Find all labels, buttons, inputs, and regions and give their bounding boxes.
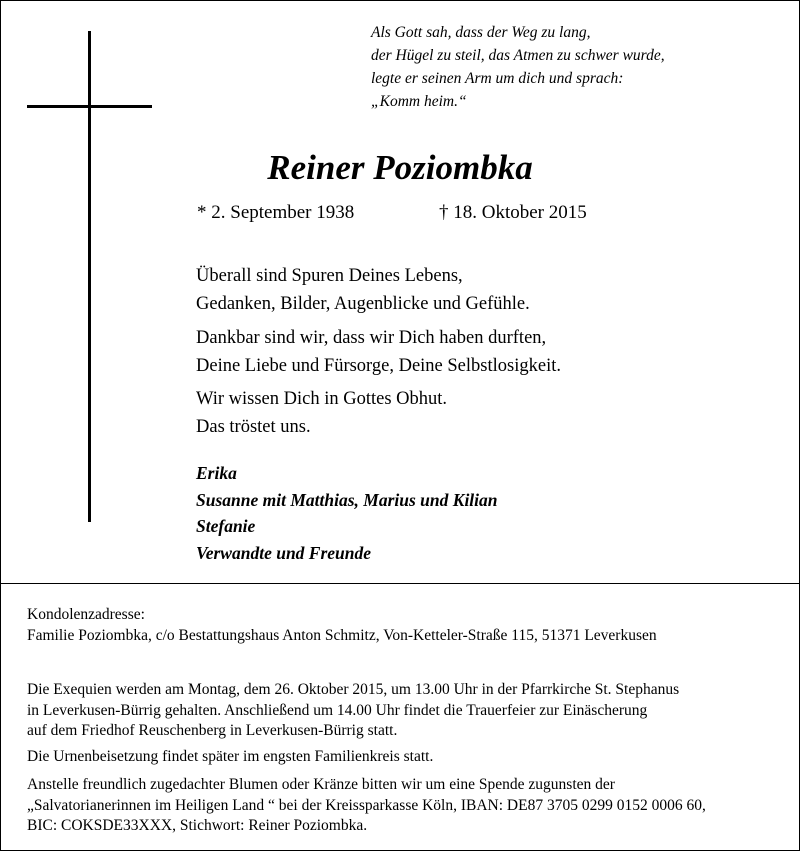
exequies-line: Die Exequien werden am Montag, dem 26. Oktober 2015, um 13.00 Uhr in der Pfarrkirche St. Stephanus <box>27 681 680 698</box>
poem-line: legte er seinen Arm um dich und sprach: <box>371 70 624 87</box>
death-date: † 18. Oktober 2015 <box>439 202 587 223</box>
verse-line: Dankbar sind wir, dass wir Dich haben durften, <box>196 328 547 348</box>
mourner: Erika <box>196 463 237 483</box>
poem-line: der Hügel zu steil, das Atmen zu schwer wurde, <box>371 47 665 64</box>
exequies-notice <box>27 680 679 742</box>
cross-icon-horizontal <box>27 105 152 108</box>
verse-stanza <box>196 385 447 441</box>
verse-line: Wir wissen Dich in Gottes Obhut. <box>196 389 448 409</box>
verse-line: Überall sind Spuren Deines Lebens, <box>196 266 463 286</box>
verse-line: Das tröstet uns. <box>196 417 311 437</box>
deceased-name: Reiner Poziombka <box>267 148 533 187</box>
donation-line: „Salvatorianerinnen im Heiligen Land “ bei der Kreissparkasse Köln, IBAN: DE87 3705 0299 0152 0006 60, <box>27 796 706 814</box>
exequies-line: auf dem Friedhof Reuschenberg in Leverkusen-Bürrig statt. <box>27 722 398 739</box>
mourner: Susanne mit Matthias, Marius und Kilian <box>196 489 498 510</box>
exequies-line: in Leverkusen-Bürrig gehalten. Anschließend um 14.00 Uhr findet die Trauerfeier zur Einäscherung <box>27 701 648 719</box>
condolence-text: Familie Poziombka, c/o Bestattungshaus Anton Schmitz, Von-Ketteler-Straße 115, 51371 Leverkusen <box>27 626 657 644</box>
mourner: Stefanie <box>196 516 256 536</box>
condolence-address <box>27 605 657 646</box>
obituary-main-section <box>1 1 799 584</box>
mourners-list <box>196 460 498 566</box>
donation-line: BIC: COKSDE33XXX, Stichwort: Reiner Poziombka. <box>27 817 368 834</box>
poem-line: Als Gott sah, dass der Weg zu lang, <box>371 24 591 41</box>
verse-line: Gedanken, Bilder, Augenblicke und Gefühle. <box>196 294 530 314</box>
poem-line: „Komm heim.“ <box>371 93 467 110</box>
verse-line: Deine Liebe und Fürsorge, Deine Selbstlosigkeit. <box>196 356 561 376</box>
donation-line: Anstelle freundlich zugedachter Blumen oder Kränze bitten wir um eine Spende zugunsten der <box>27 776 615 793</box>
birth-date: * 2. September 1938 <box>197 202 355 223</box>
mourner: Verwandte und Freunde <box>196 542 372 563</box>
verse-stanza <box>196 324 561 380</box>
verse-stanza <box>196 262 530 318</box>
condolence-label: Kondolenzadresse: <box>27 606 145 623</box>
donation-notice <box>27 775 706 837</box>
urn-burial-notice <box>27 747 433 768</box>
urn-burial-line: Die Urnenbeisetzung findet später im engsten Familienkreis statt. <box>27 748 434 765</box>
poem <box>371 21 665 113</box>
